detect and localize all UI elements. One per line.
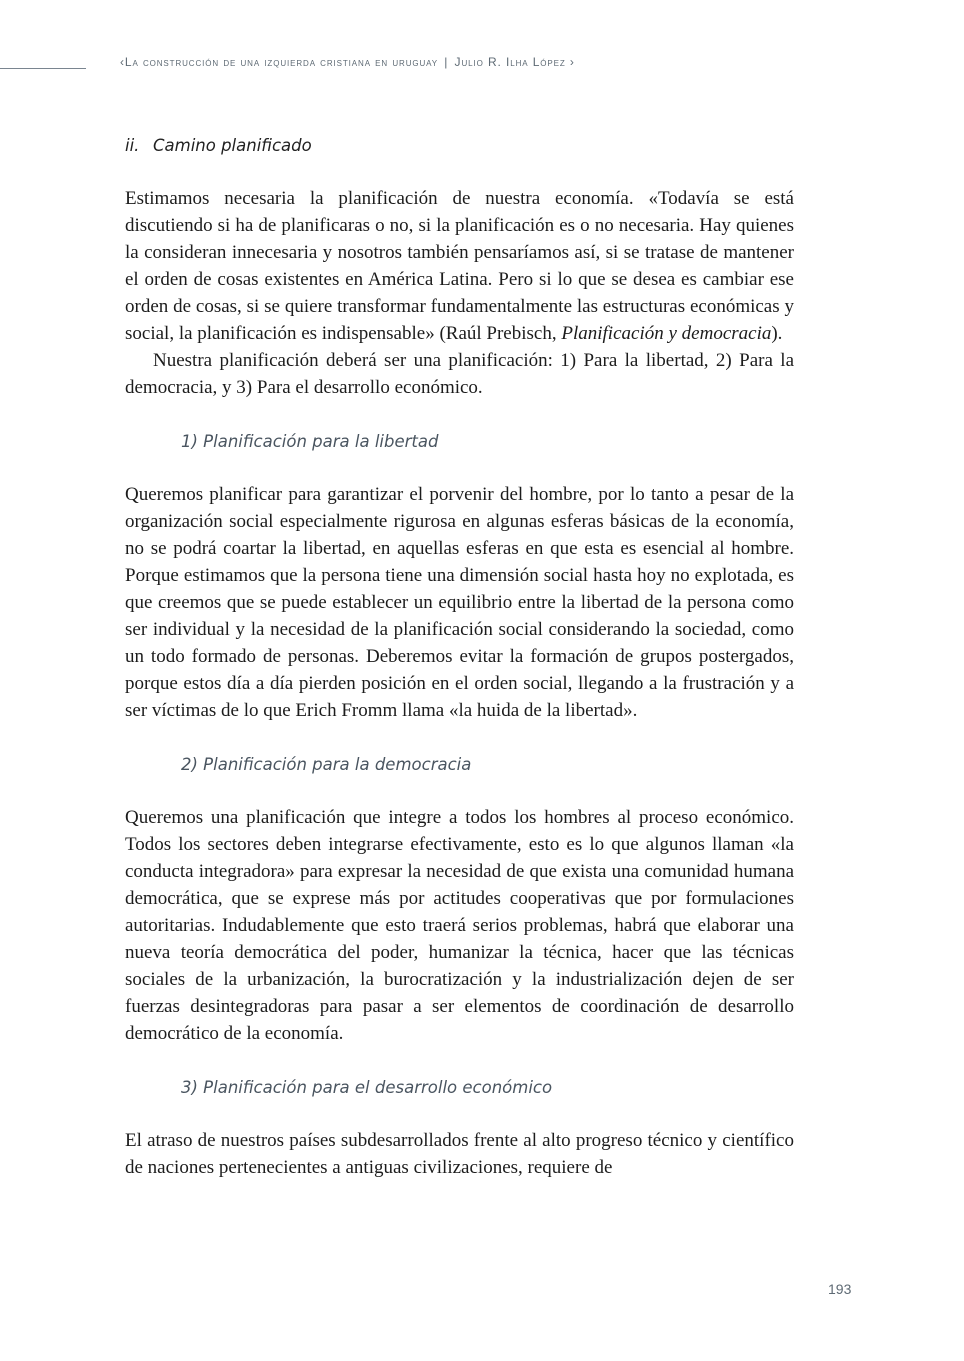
header-close-bracket: › [569,55,575,69]
header-book-title: La construcción de una izquierda cristiana en uruguay [124,55,439,69]
header-author: Julio R. Ilha López [454,55,566,69]
paragraph-democracia: Queremos una planificación que integre a todos los hombres al proceso económico. Todos los sectores deben integrarse efectivamente, esto es lo que algunos llaman «la conducta integradora» para expresar la necesidad de que exista una comunidad humana democrática, que se exprese más por actitudes cooperativas que por formulaciones autoritarias. Indudablemente que esto traerá serios problemas, habrá que elaborar una nueva teoría democrática del poder, humanizar la técnica, hacer que las técnicas sociales de la urbanización, la burocratización y la industrialización dejen de ser fuerzas desintegradoras para pasar a ser elementos de coordinación de desarrollo democrático de la economía. [125,807,794,1044]
subheading-desarrollo: 3) Planificación para el desarrollo económico [181,1078,553,1097]
paragraph-desarrollo: El atraso de nuestros países subdesarrollados frente al alto progreso técnico y científico de naciones pertenecientes a antiguas civilizaciones, requiere de [125,1130,794,1178]
section-heading [125,130,794,162]
intro-paragraph-2: Nuestra planificación deberá ser una planificación: 1) Para la libertad, 2) Para la democracia, y 3) Para el desarrollo económico. [125,350,794,398]
subheading-libertad: 1) Planificación para la libertad [181,432,439,451]
section-title: Camino planificado [153,136,312,155]
header-rule [0,68,86,69]
intro-paragraph-1 [125,185,794,347]
subheading-democracia: 2) Planificación para la democracia [181,755,472,774]
intro-paragraph-1-text: Estimamos necesaria la planificación de nuestra economía. «Todavía se está discutiendo si ha de planificaras o no, si la planificación es o no necesaria. Hay quienes la consideran innecesaria y nosotros también pensaríamos así, si se tratase de mantener el orden de cosas existentes en América Latina. Pero si lo que se desea es cambiar ese orden de cosas, si se quiere transformar fundamentalmente las estructuras económicas y social, la planificación es indispensable» (Raúl Prebisch, [125,188,794,344]
running-header [120,55,575,69]
intro-paragraph-1-end: ). [771,323,783,344]
paragraph-libertad: Queremos planificar para garantizar el porvenir del hombre, por lo tanto a pesar de la organización social especialmente rigurosa en algunas esferas básicas de la economía, no se podrá coartar la libertad, en aquellas esferas en que esta es esencial al hombre. Porque estimamos que la persona tiene una dimensión social hasta hoy no explotada, es que creemos que se puede establecer un equilibrio entre la libertad de la persona como ser individual y la necesidad de la planificación social considerando la sociedad, como un todo formado de personas. Deberemos evitar la formación de grupos postergados, porque estos día a día pierden posición en el orden social, llegando a la frustración y a ser víctimas de lo que Erich Fromm llama «la huida de la libertad». [125,484,794,721]
header-open-bracket: ‹ [120,55,125,69]
intro-citation-title: Planificación y democracia [561,323,772,344]
header-separator: | [444,55,449,69]
page-body [125,130,794,1181]
page-number: 193 [828,1281,852,1297]
section-number: ii. [125,136,140,155]
